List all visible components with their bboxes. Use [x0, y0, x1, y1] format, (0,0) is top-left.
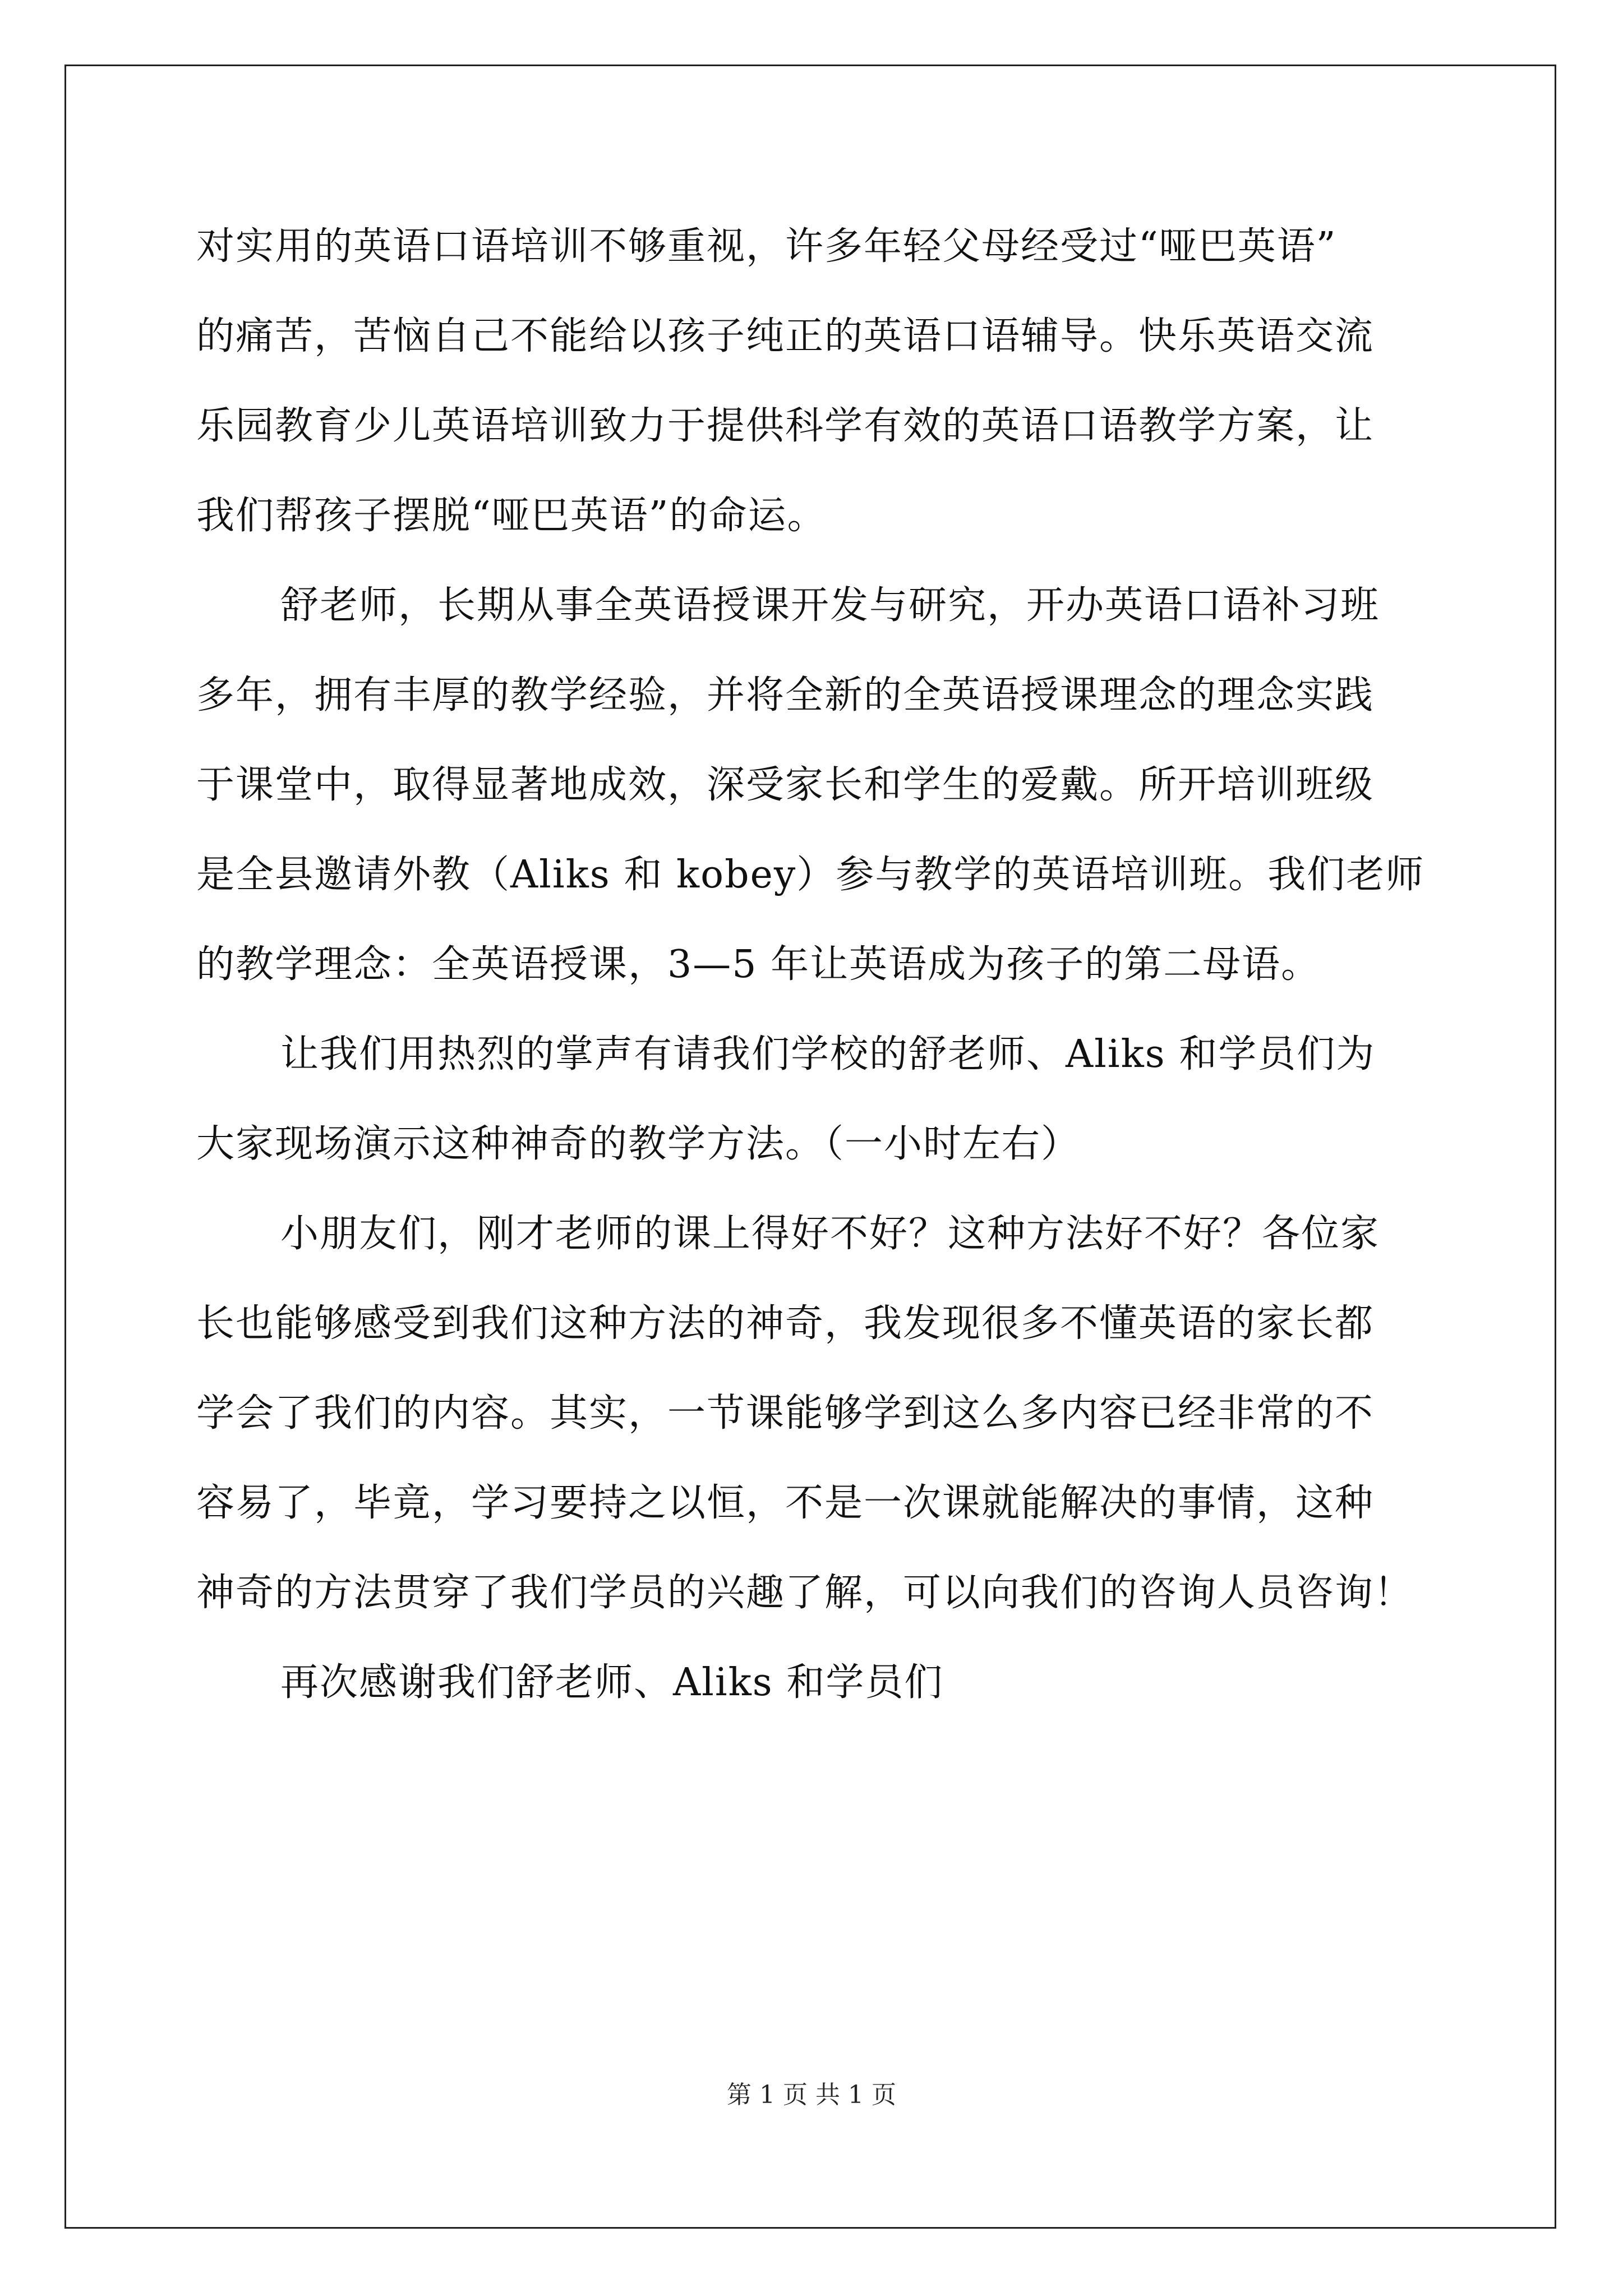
- text-line-12: 小朋友们，刚才老师的课上得好不好？这种方法好不好？各位家: [280, 1212, 1380, 1256]
- page-footer: 第 1 页 共 1 页: [727, 2081, 896, 2109]
- text-line-9: 的教学理念：全英语授课，3—5 年让英语成为孩子的第二母语。: [196, 942, 1321, 987]
- text-line-5: 舒老师，长期从事全英语授课开发与研究，开办英语口语补习班: [280, 583, 1380, 628]
- text-line-8: 是全县邀请外教（Aliks 和 kobey）参与教学的英语培训班。我们老师: [196, 853, 1425, 897]
- text-line-4: 我们帮孩子摆脱“哑巴英语”的命运。: [196, 494, 827, 538]
- text-line-13: 长也能够感受到我们这种方法的神奇，我发现很多不懂英语的家长都: [196, 1301, 1375, 1346]
- text-line-1: 对实用的英语口语培训不够重视，许多年轻父母经受过“哑巴英语”: [196, 224, 1337, 269]
- text-line-3: 乐园教育少儿英语培训致力于提供科学有效的英语口语教学方案，让: [196, 404, 1375, 448]
- text-line-16: 神奇的方法贯穿了我们学员的兴趣了解，可以向我们的咨询人员咨询！: [196, 1571, 1414, 1615]
- text-line-14: 学会了我们的内容。其实，一节课能够学到这么多内容已经非常的不: [196, 1391, 1375, 1435]
- text-line-15: 容易了，毕竟，学习要持之以恒，不是一次课就能解决的事情，这种: [196, 1481, 1375, 1525]
- text-line-7: 于课堂中，取得显著地成效，深受家长和学生的爱戴。所开培训班级: [196, 763, 1375, 807]
- text-line-17: 再次感谢我们舒老师、Aliks 和学员们: [280, 1660, 944, 1705]
- text-line-11: 大家现场演示这种神奇的教学方法。（一小时左右）: [196, 1122, 1081, 1166]
- document-body: [196, 202, 1430, 1728]
- text-line-6: 多年，拥有丰厚的教学经验，并将全新的全英语授课理念的理念实践: [196, 673, 1375, 717]
- text-line-2: 的痛苦，苦恼自己不能给以孩子纯正的英语口语辅导。快乐英语交流: [196, 314, 1375, 358]
- text-line-10: 让我们用热烈的掌声有请我们学校的舒老师、Aliks 和学员们为: [280, 1032, 1376, 1076]
